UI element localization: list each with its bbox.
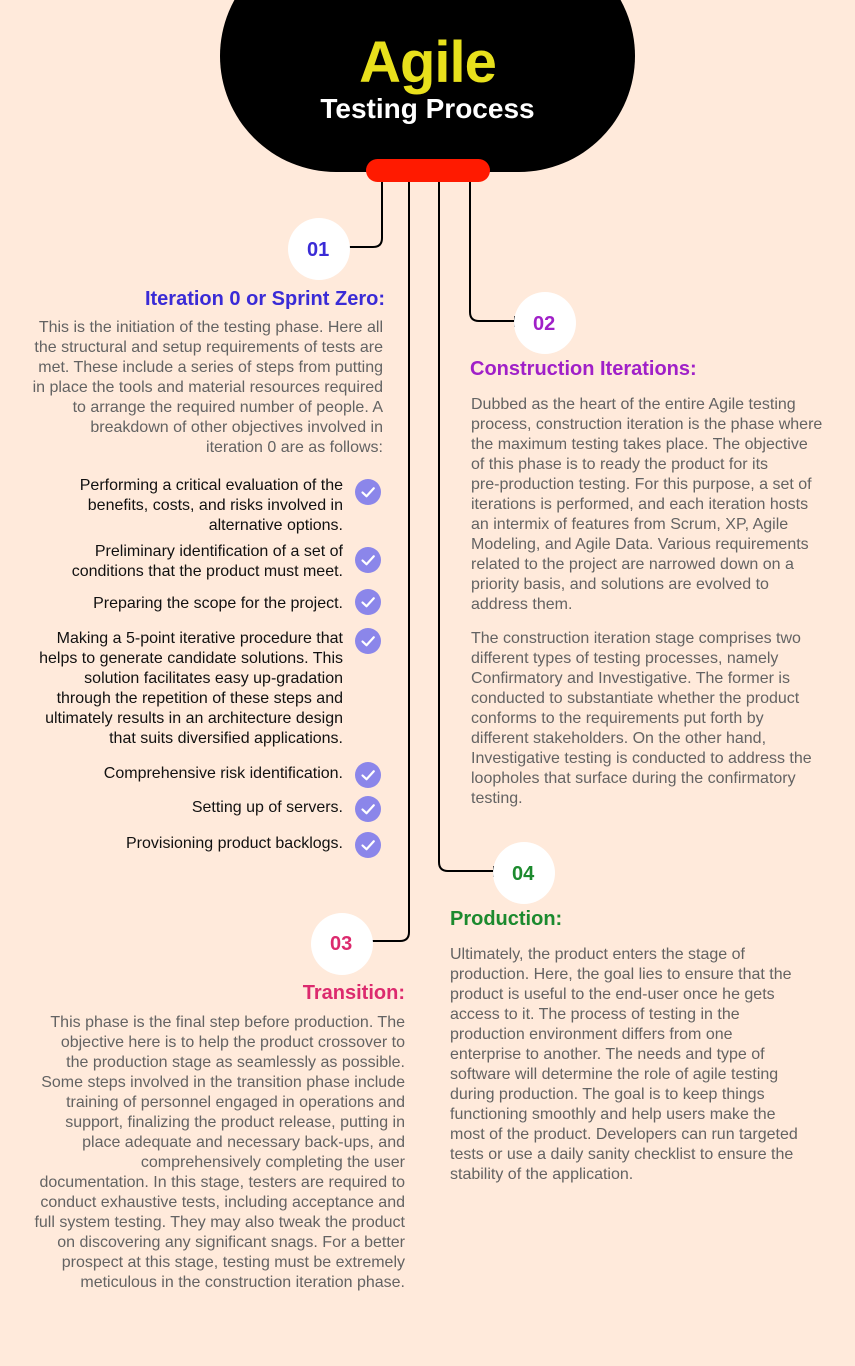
text-line: different stakeholders. On the other hand, (471, 730, 767, 747)
bullet-item-line: alternative options. (208, 517, 343, 534)
text-line: loopholes that surface during the confirmatory (471, 770, 796, 787)
step-03-title: Transition: (302, 982, 405, 1004)
text-line: different types of testing processes, namely (471, 650, 779, 667)
bullet-item-line: that suits diversified applications. (109, 730, 343, 747)
text-line: production environment differs from one (450, 1026, 733, 1043)
text-line: Dubbed as the heart of the entire Agile testing (471, 396, 796, 413)
bullet-item (0, 542, 343, 582)
page-subtitle: Testing Process (320, 93, 535, 124)
text-line: training of personnel engaged in operations and (66, 1094, 405, 1111)
step-03-number: 03 (330, 933, 353, 955)
text-line: tests or use a daily sanity checklist to ensure the (450, 1146, 794, 1163)
step-02-number: 02 (533, 313, 556, 335)
text-line: on discovering any significant snags. For a better (57, 1234, 405, 1251)
page-title: Agile (359, 30, 496, 95)
text-line: conducted to substantiate whether the product (471, 690, 800, 707)
check-icon (355, 589, 381, 615)
text-line: This is the initiation of the testing phase. Here all (38, 319, 383, 336)
bullet-item-line: Setting up of servers. (191, 799, 343, 816)
step-02-description-1 (471, 395, 851, 615)
bullet-item-line: benefits, costs, and risks involved in (87, 497, 343, 514)
text-line: process, construction iteration is the phase where (471, 416, 823, 433)
check-icon (355, 479, 381, 505)
text-line: place adequate and necessary back-ups, and (82, 1134, 405, 1151)
text-line: pre-production testing. For this purpose, a set of (471, 476, 812, 493)
text-line: Ultimately, the product enters the stage of (450, 946, 745, 963)
text-line: This phase is the final step before production. The (50, 1014, 405, 1031)
text-line: enterprise to another. The needs and type of (450, 1046, 765, 1063)
check-icon (355, 796, 381, 822)
text-line: full system testing. They may also tweak the product (34, 1214, 405, 1231)
text-line: production. Here, the goal lies to ensure that the (450, 966, 792, 983)
bullet-item-line: ultimately results in an architecture design (45, 710, 343, 727)
text-line: the production stage as seamlessly as possible. (66, 1054, 405, 1071)
step-02-description-2 (471, 629, 851, 809)
step-01-number: 01 (307, 239, 330, 261)
step-04-number: 04 (512, 863, 535, 885)
bullet-item (0, 834, 343, 854)
text-line: most of the product. Developers can run targeted (450, 1126, 798, 1143)
text-line: stability of the application. (450, 1166, 634, 1183)
bullet-item (0, 594, 343, 614)
text-line: breakdown of other objectives involved in (90, 419, 383, 436)
connector-01 (344, 182, 382, 247)
step-02-title: Construction Iterations: (470, 358, 697, 380)
check-icon (355, 628, 381, 654)
text-line: address them. (471, 596, 573, 613)
text-line: related to the project are narrowed down on a (471, 556, 794, 573)
text-line: functioning smoothly and help users make the (450, 1106, 776, 1123)
text-line: software will determine the role of agile testing (450, 1066, 779, 1083)
check-icon (355, 547, 381, 573)
text-line: prospect at this stage, testing must be extremely (61, 1254, 405, 1271)
text-line: of this phase is to ready the product for its (471, 456, 769, 473)
text-line: meticulous in the construction iteration phase. (80, 1274, 405, 1291)
bullet-item-line: Comprehensive risk identification. (103, 765, 343, 782)
text-line: conduct exhaustive tests, including acceptance and (40, 1194, 405, 1211)
bullet-item-line: Preparing the scope for the project. (93, 595, 343, 612)
text-line: Some steps involved in the transition phase include (41, 1074, 405, 1091)
text-line: priority basis, and solutions are evolved to (471, 576, 769, 593)
bullet-item (0, 764, 343, 784)
text-line: during production. The goal is to keep things (450, 1086, 765, 1103)
text-line: The construction iteration stage comprises two (471, 630, 801, 647)
step-04-title: Production: (450, 908, 563, 930)
bullet-item-line: Making a 5-point iterative procedure that (56, 630, 343, 647)
step-01-description (0, 318, 383, 458)
text-line: conforms to the requirements put forth by (471, 710, 764, 727)
text-line: in place the tools and material resources required (32, 379, 383, 396)
text-line: Investigative testing is conducted to address the (471, 750, 812, 767)
text-line: the maximum testing takes place. The objective (471, 436, 808, 453)
check-icon (355, 832, 381, 858)
text-line: Modeling, and Agile Data. Various requirements (471, 536, 809, 553)
check-icon (355, 762, 381, 788)
bullet-item (0, 798, 343, 818)
text-line: an intermix of features from Scrum, XP, Agile (471, 516, 789, 533)
text-line: iterations is performed, and each iteration hosts (471, 496, 809, 513)
bullet-item-line: Provisioning product backlogs. (125, 835, 343, 852)
step-04-description (450, 945, 850, 1185)
bullet-item-line: conditions that the product must meet. (71, 563, 343, 580)
text-line: product is useful to the end-user once he gets (450, 986, 775, 1003)
bullet-item-line: helps to generate candidate solutions. This (39, 650, 343, 667)
text-line: support, finalizing the product release, putting in (65, 1114, 405, 1131)
step-01-title: Iteration 0 or Sprint Zero: (144, 288, 385, 310)
text-line: the structural and setup requirements of tests are (34, 339, 383, 356)
text-line: documentation. In this stage, testers are required to (39, 1174, 405, 1191)
bullet-item-line: Preliminary identification of a set of (94, 543, 343, 560)
bullet-item (0, 476, 343, 536)
connector-02 (470, 182, 514, 321)
text-line: objective here is to help the product crossover to (60, 1034, 405, 1051)
text-line: iteration 0 are as follows: (206, 439, 383, 456)
text-line: comprehensively completing the user (140, 1154, 405, 1171)
text-line: testing. (471, 790, 523, 807)
accent-bar (366, 159, 490, 182)
text-line: to arrange the required number of people. A (72, 399, 383, 416)
bullet-item-line: Performing a critical evaluation of the (79, 477, 343, 494)
text-line: met. These include a series of steps from putting (38, 359, 383, 376)
step-03-description (0, 1013, 405, 1293)
bullet-item (0, 629, 343, 749)
text-line: access to it. The process of testing in the (450, 1006, 740, 1023)
text-line: Confirmatory and Investigative. The former is (471, 670, 790, 687)
bullet-item-line: solution facilitates easy up-gradation (84, 670, 343, 687)
bullet-item-line: through the repetition of these steps and (56, 690, 343, 707)
